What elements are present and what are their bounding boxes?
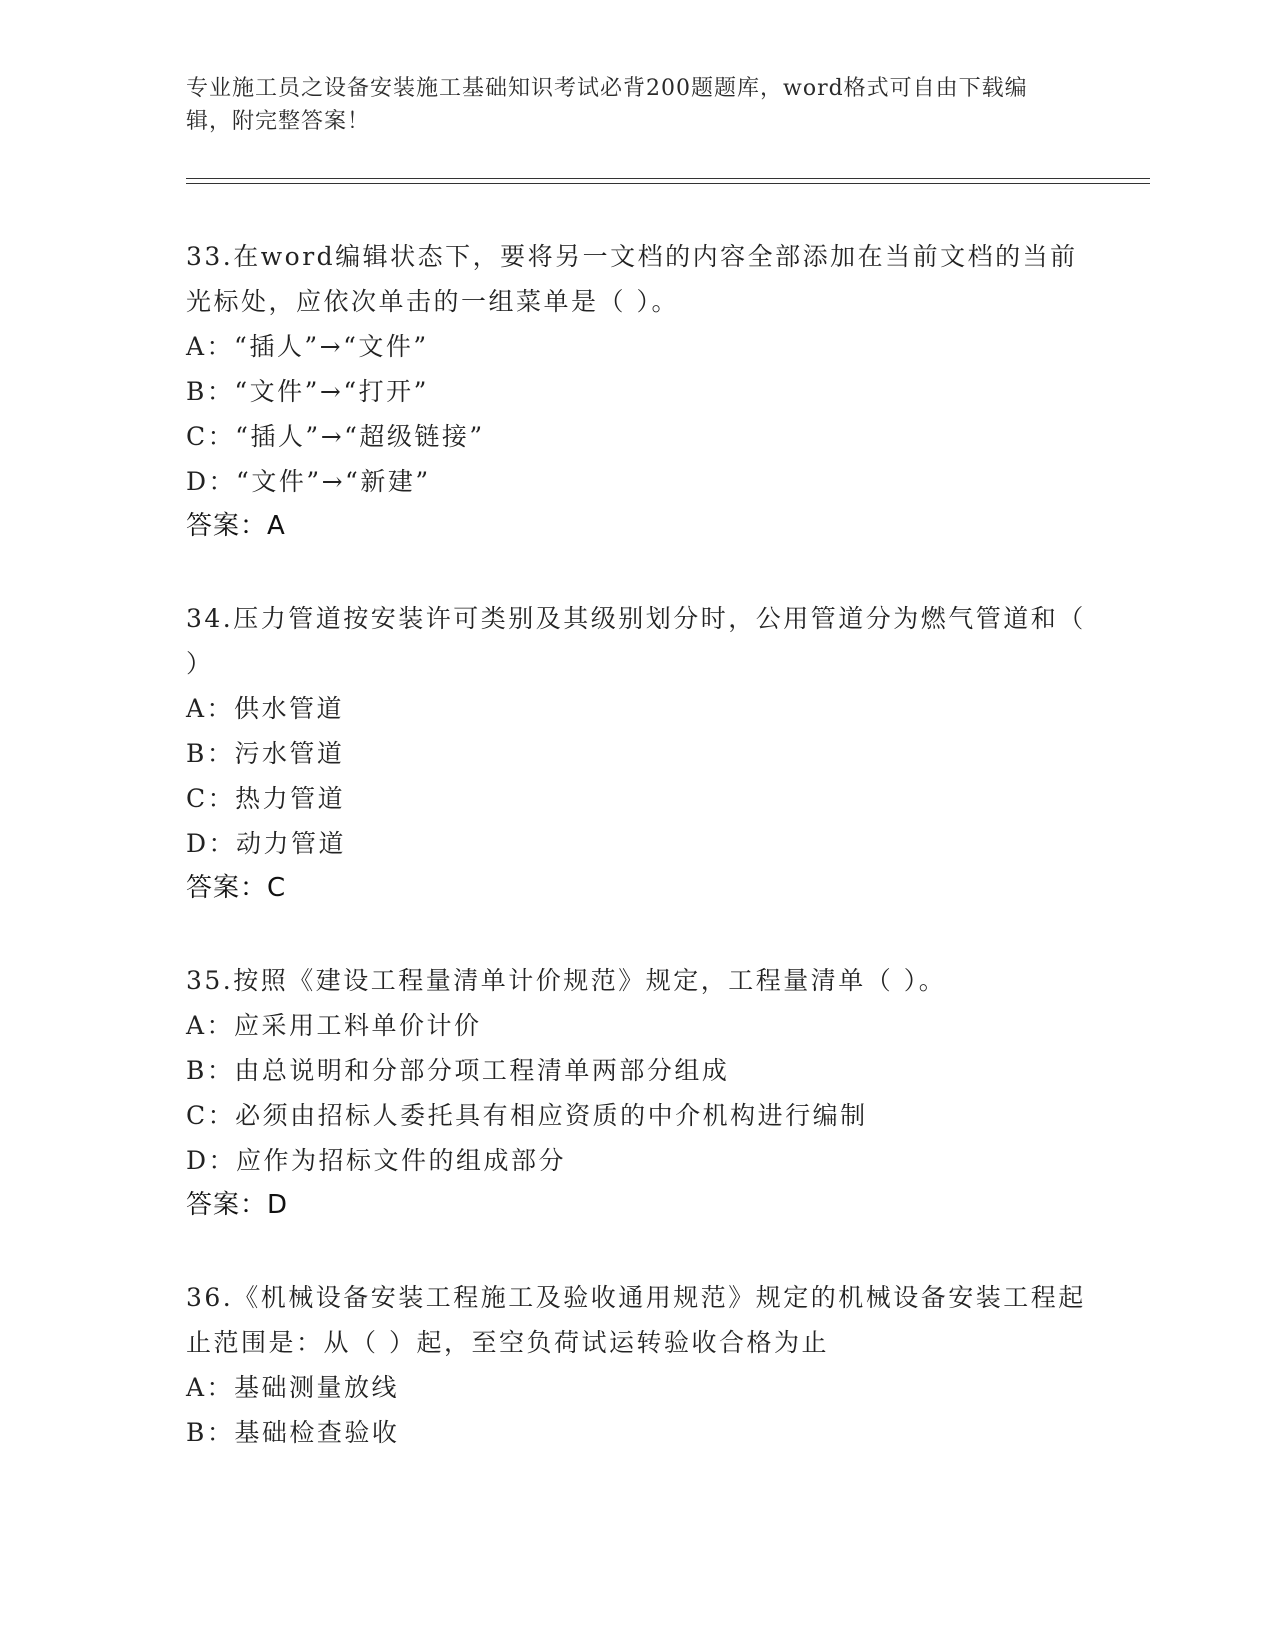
document-header: 专业施工员之设备安装施工基础知识考试必背200题题库，word格式可自由下载编辑，附完整答案！: [186, 76, 1028, 134]
question-text: 36.《机械设备安装工程施工及验收通用规范》规定的机械设备安装工程起止范围是：从（ ）起，至空负荷试运转验收合格为止: [186, 1283, 1086, 1357]
option-b: B：由总说明和分部分项工程清单两部分组成: [186, 1056, 730, 1085]
header-divider-top: [186, 178, 1150, 179]
answer: 答案：D: [186, 1190, 289, 1220]
option-c: C：必须由招标人委托具有相应资质的中介机构进行编制: [186, 1101, 868, 1130]
option-a: A：供水管道: [186, 694, 345, 723]
option-c: C：热力管道: [186, 784, 346, 813]
question-34: [186, 596, 1086, 911]
option-d: D：动力管道: [186, 829, 347, 858]
answer: 答案：C: [186, 873, 287, 903]
question-text: 34.压力管道按安装许可类别及其级别划分时，公用管道分为燃气管道和（ ）: [186, 604, 1086, 678]
option-d: D：应作为招标文件的组成部分: [186, 1146, 567, 1175]
answer: 答案：A: [186, 511, 286, 541]
header-divider-bottom: [186, 183, 1150, 184]
question-33: [186, 234, 1086, 549]
question-36: [186, 1275, 1086, 1455]
question-text: 35.按照《建设工程量清单计价规范》规定，工程量清单（ ）。: [186, 966, 947, 995]
option-a: A：应采用工料单价计价: [186, 1011, 482, 1040]
option-b: B：“文件”→“打开”: [186, 377, 429, 406]
option-a: A：基础测量放线: [186, 1373, 400, 1402]
question-text: 33.在word编辑状态下，要将另一文档的内容全部添加在当前文档的当前光标处，应依次单击的一组菜单是（ ）。: [186, 242, 1078, 316]
question-35: [186, 958, 1086, 1228]
option-b: B：污水管道: [186, 739, 345, 768]
option-c: C：“插人”→“超级链接”: [186, 422, 485, 451]
option-a: A：“插人”→“文件”: [186, 332, 429, 361]
option-b: B：基础检查验收: [186, 1418, 400, 1447]
option-d: D：“文件”→“新建”: [186, 467, 431, 496]
